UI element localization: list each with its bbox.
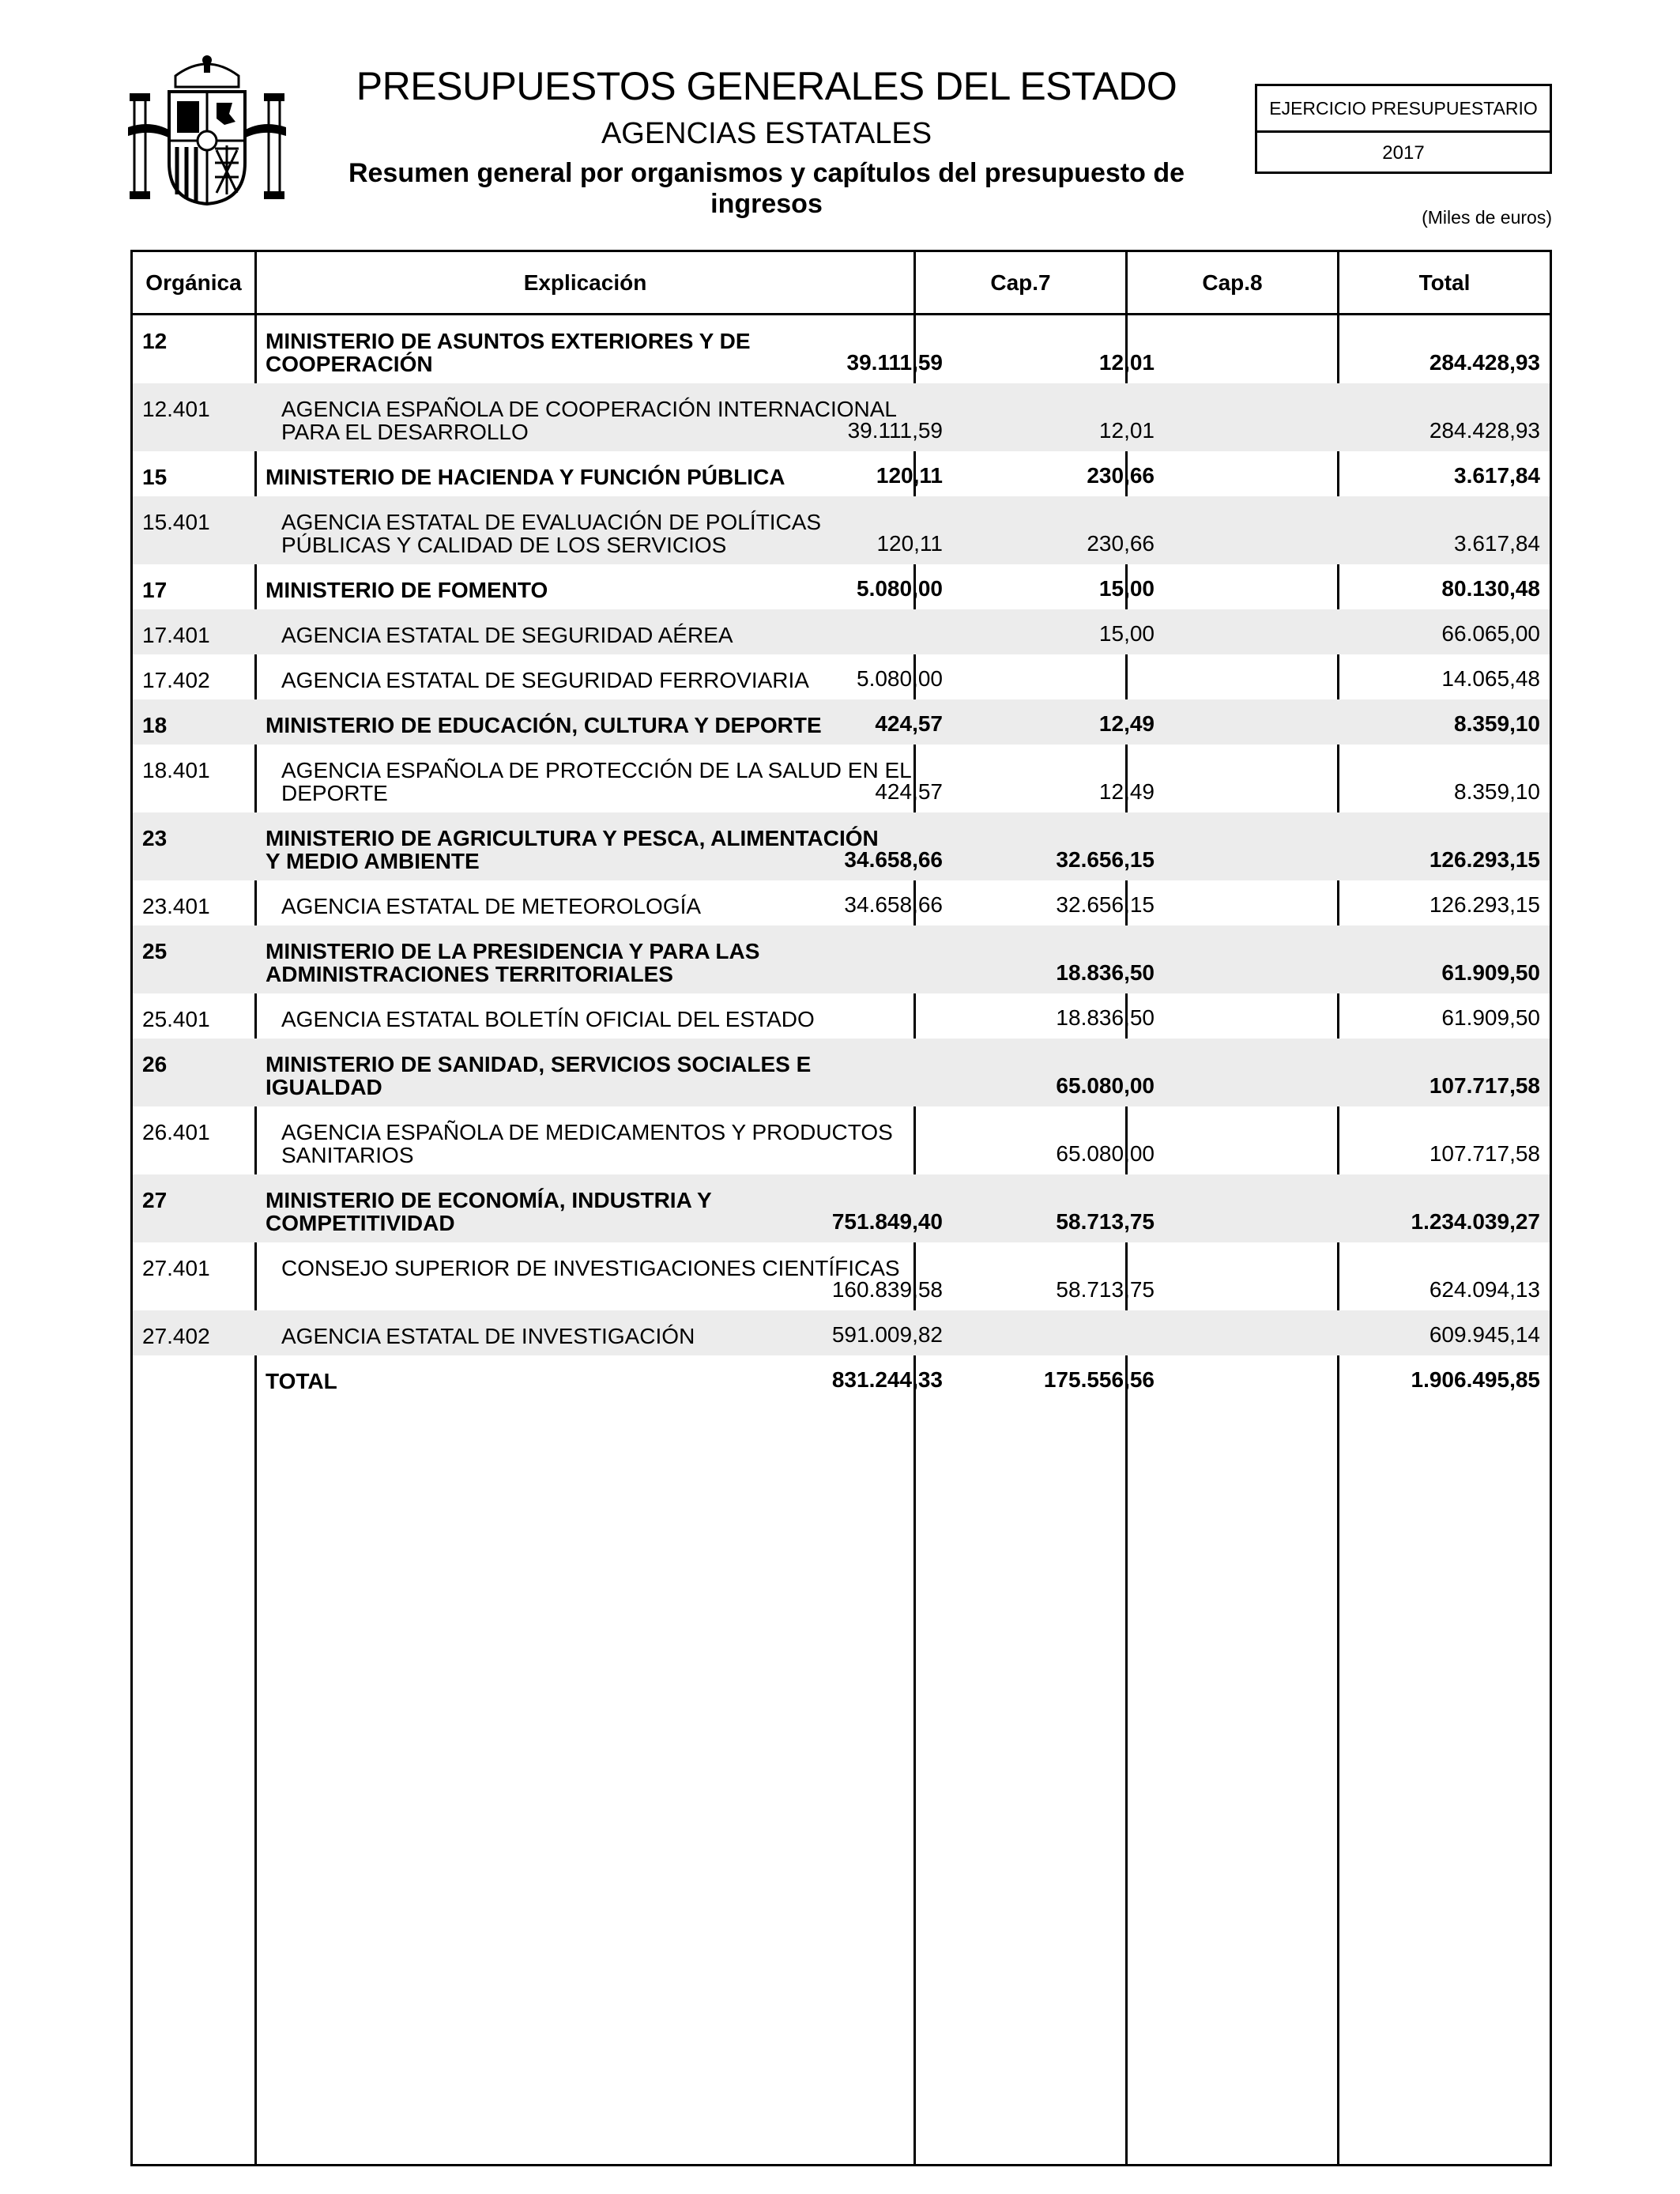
cell-explicacion: AGENCIA ESPAÑOLA DE COOPERACIÓN INTERNACIONAL PARA EL DESARROLLO <box>281 397 896 444</box>
page-subtitle: AGENCIAS ESTATALES <box>601 117 932 150</box>
table-row <box>133 496 1550 564</box>
table-row <box>133 654 1550 699</box>
cell-cap7: 591.009,82 <box>831 1322 943 1347</box>
table-row <box>133 1106 1550 1174</box>
cell-cap8: 15,00 <box>1098 576 1155 601</box>
cell-cap8: 65.080,00 <box>1056 1141 1155 1166</box>
cell-organica: 27.402 <box>142 1324 210 1348</box>
table-row <box>133 383 1550 451</box>
table-row <box>133 745 1550 812</box>
cell-explicacion: MINISTERIO DE AGRICULTURA Y PESCA, ALIMENTACIÓN Y MEDIO AMBIENTE <box>266 826 879 873</box>
cell-cap8: 12,01 <box>1098 418 1155 443</box>
cell-explicacion: MINISTERIO DE FOMENTO <box>266 578 548 602</box>
cell-organica: 17.401 <box>142 623 210 647</box>
cell-cap7: 120,11 <box>876 531 943 556</box>
cell-cap7: 120,11 <box>876 463 943 488</box>
cell-cap8: 12,01 <box>1098 350 1155 375</box>
table-row <box>133 609 1550 654</box>
cell-explicacion: AGENCIA ESTATAL DE METEOROLOGÍA <box>281 894 702 918</box>
cell-cap8: 32.656,15 <box>1056 892 1155 917</box>
cell-cap7: 831.244,33 <box>831 1367 943 1392</box>
table-row <box>133 315 1550 383</box>
cell-organica: 15.401 <box>142 510 210 534</box>
table-row <box>133 699 1550 745</box>
cell-cap7: 424,57 <box>875 779 943 804</box>
cell-total: 624.094,13 <box>1429 1277 1540 1302</box>
cell-organica: 15 <box>142 465 168 489</box>
cell-total: 61.909,50 <box>1441 1005 1540 1030</box>
cell-organica: 23 <box>142 826 168 850</box>
table-row <box>133 1039 1550 1106</box>
table-row <box>133 564 1550 609</box>
cell-total: 1.906.495,85 <box>1411 1367 1540 1392</box>
cell-organica: 25 <box>142 939 168 963</box>
cell-cap7: 5.080,00 <box>857 666 943 691</box>
cell-cap8: 175.556,56 <box>1043 1367 1155 1392</box>
cell-cap7: 5.080,00 <box>857 576 943 601</box>
cell-cap8: 58.713,75 <box>1056 1277 1155 1302</box>
cell-explicacion: CONSEJO SUPERIOR DE INVESTIGACIONES CIENTÍFICAS <box>281 1256 900 1280</box>
exercise-year: 2017 <box>1382 142 1425 164</box>
cell-cap8: 12,49 <box>1098 779 1155 804</box>
cell-explicacion: MINISTERIO DE ECONOMÍA, INDUSTRIA Y COMPETITIVIDAD <box>266 1188 712 1235</box>
cell-total: 126.293,15 <box>1429 847 1540 872</box>
cell-cap8: 58.713,75 <box>1056 1209 1155 1234</box>
cell-cap7: 751.849,40 <box>831 1209 943 1234</box>
cell-cap8: 230,66 <box>1087 463 1155 488</box>
table-row-total <box>133 1355 1550 1400</box>
table-row <box>133 993 1550 1039</box>
table-row <box>133 451 1550 496</box>
cell-cap8: 65.080,00 <box>1056 1073 1155 1098</box>
cell-cap7: 39.111,59 <box>846 350 943 375</box>
cell-organica: 17 <box>142 578 168 602</box>
cell-total: 609.945,14 <box>1429 1322 1540 1347</box>
cell-explicacion: MINISTERIO DE HACIENDA Y FUNCIÓN PÚBLICA <box>266 465 785 489</box>
cell-explicacion: AGENCIA ESTATAL DE EVALUACIÓN DE POLÍTICAS PÚBLICAS Y CALIDAD DE LOS SERVICIOS <box>281 510 822 557</box>
cell-total: 1.234.039,27 <box>1411 1209 1540 1234</box>
page-description: Resumen general por organismos y capítulos del presupuesto de ingresos <box>348 158 1185 219</box>
cell-cap7: 34.658,66 <box>844 892 943 917</box>
cell-organica: 26.401 <box>142 1120 210 1144</box>
cell-organica: 27.401 <box>142 1256 210 1280</box>
table-row <box>133 880 1550 925</box>
cell-cap8: 18.836,50 <box>1056 1005 1155 1030</box>
col-header-organica: Orgánica <box>145 270 242 295</box>
cell-cap8: 18.836,50 <box>1056 960 1155 985</box>
unit-label: (Miles de euros) <box>1422 207 1552 228</box>
coat-of-arms-icon <box>128 52 286 207</box>
cell-organica: 17.402 <box>142 668 210 692</box>
cell-explicacion: AGENCIA ESTATAL DE SEGURIDAD FERROVIARIA <box>281 668 809 692</box>
cell-explicacion: MINISTERIO DE ASUNTOS EXTERIORES Y DE COOPERACIÓN <box>266 329 751 376</box>
cell-cap7: 34.658,66 <box>844 847 943 872</box>
cell-cap8: 32.656,15 <box>1056 847 1155 872</box>
cell-organica: 27 <box>142 1188 168 1212</box>
exercise-box <box>1255 84 1552 174</box>
table-row <box>133 812 1550 880</box>
cell-total: 61.909,50 <box>1441 960 1540 985</box>
cell-total: 8.359,10 <box>1454 711 1540 736</box>
table-row <box>133 1310 1550 1355</box>
cell-total: 284.428,93 <box>1429 418 1540 443</box>
table-row <box>133 1174 1550 1242</box>
cell-organica: 23.401 <box>142 894 210 918</box>
cell-organica: 18 <box>142 713 168 737</box>
cell-cap8: 12,49 <box>1098 711 1155 736</box>
cell-explicacion: MINISTERIO DE SANIDAD, SERVICIOS SOCIALES E IGUALDAD <box>266 1052 812 1099</box>
cell-explicacion: AGENCIA ESTATAL BOLETÍN OFICIAL DEL ESTADO <box>281 1007 815 1031</box>
cell-cap8: 230,66 <box>1087 531 1155 556</box>
cell-explicacion: AGENCIA ESPAÑOLA DE MEDICAMENTOS Y PRODUCTOS SANITARIOS <box>281 1120 893 1167</box>
cell-total: 66.065,00 <box>1441 621 1540 646</box>
cell-total: 3.617,84 <box>1454 463 1540 488</box>
table-row <box>133 1242 1550 1310</box>
cell-total: 80.130,48 <box>1441 576 1540 601</box>
col-header-explicacion: Explicación <box>523 270 647 295</box>
cell-total: 14.065,48 <box>1441 666 1540 691</box>
col-header-cap8: Cap.8 <box>1202 270 1263 295</box>
col-header-total: Total <box>1418 270 1471 295</box>
cell-explicacion: MINISTERIO DE EDUCACIÓN, CULTURA Y DEPORTE <box>266 713 822 737</box>
col-header-cap7: Cap.7 <box>990 270 1051 295</box>
cell-total: 8.359,10 <box>1454 779 1540 804</box>
cell-organica: 12 <box>142 329 168 353</box>
cell-cap7: 160.839,58 <box>831 1277 943 1302</box>
cell-organica: 25.401 <box>142 1007 210 1031</box>
cell-explicacion: AGENCIA ESTATAL DE SEGURIDAD AÉREA <box>281 623 733 647</box>
cell-cap8: 15,00 <box>1098 621 1155 646</box>
cell-organica: 26 <box>142 1052 168 1076</box>
exercise-label: EJERCICIO PRESUPUESTARIO <box>1257 86 1550 133</box>
cell-organica: 18.401 <box>142 758 210 782</box>
cell-cap7: 39.111,59 <box>847 418 943 443</box>
cell-explicacion: AGENCIA ESPAÑOLA DE PROTECCIÓN DE LA SALUD EN EL DEPORTE <box>281 758 911 805</box>
cell-cap7: 424,57 <box>875 711 943 736</box>
table-row <box>133 925 1550 993</box>
cell-organica: 12.401 <box>142 397 210 421</box>
cell-explicacion: AGENCIA ESTATAL DE INVESTIGACIÓN <box>281 1324 695 1348</box>
cell-explicacion: TOTAL <box>266 1369 337 1393</box>
cell-explicacion: MINISTERIO DE LA PRESIDENCIA Y PARA LAS ADMINISTRACIONES TERRITORIALES <box>266 939 760 986</box>
cell-total: 107.717,58 <box>1429 1141 1540 1166</box>
cell-total: 3.617,84 <box>1454 531 1540 556</box>
cell-total: 107.717,58 <box>1429 1073 1540 1098</box>
cell-total: 126.293,15 <box>1429 892 1540 917</box>
page-title: PRESUPUESTOS GENERALES DEL ESTADO <box>356 64 1177 108</box>
cell-total: 284.428,93 <box>1429 350 1540 375</box>
